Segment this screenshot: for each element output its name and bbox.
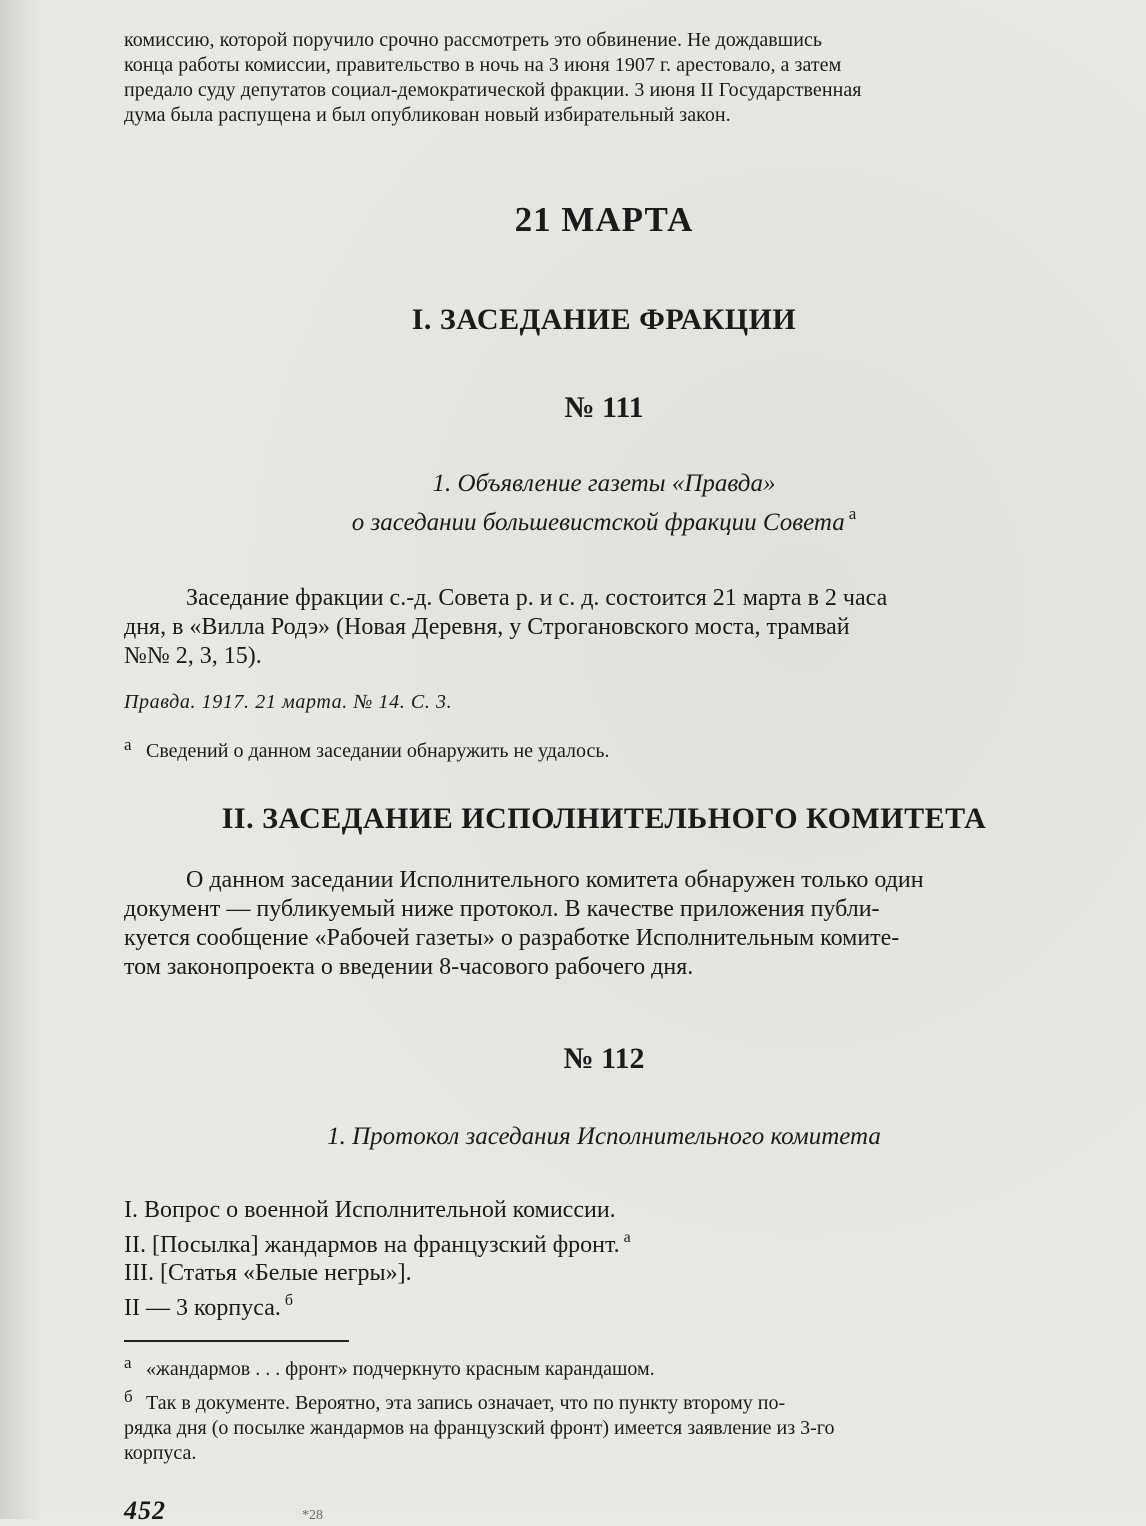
page-footer <box>124 1496 1084 1526</box>
agenda-item <box>124 1287 1084 1322</box>
announcement-paragraph <box>124 584 1084 671</box>
intro-line: дума была распущена и был опубликован новый избирательный закон. <box>124 104 731 126</box>
document-title-line: 1. Объявление газеты «Правда» <box>432 470 776 497</box>
document-title <box>124 469 1084 499</box>
footnote-mark: а <box>124 1353 132 1372</box>
footnote-reference: а <box>848 504 857 523</box>
announcement-line: №№ 2, 3, 15). <box>124 643 262 669</box>
committee-intro-line: О данном заседании Исполнительного комитета обнаружен только один <box>186 867 924 893</box>
document-number-111: № 111 <box>564 391 644 424</box>
document-number-112: № 112 <box>563 1042 645 1075</box>
agenda-item-text: II — 3 корпуса. <box>124 1295 281 1321</box>
footnote-text: «жандармов . . . фронт» подчеркнуто красным карандашом. <box>146 1358 655 1380</box>
footnotes-section <box>124 1350 1084 1466</box>
intro-paragraph <box>124 28 1084 128</box>
committee-intro-line: куется сообщение «Рабочей газеты» о разработке Исполнительным комите- <box>124 925 900 951</box>
announcement-line: дня, в «Вилла Родэ» (Новая Деревня, у Строгановского моста, трамвай <box>124 614 850 640</box>
footnote-divider <box>124 1340 349 1342</box>
agenda-item-text: II. [Посылка] жандармов на французский фронт. <box>124 1232 620 1258</box>
section-heading-faction: I. ЗАСЕДАНИЕ ФРАКЦИИ <box>411 303 797 336</box>
source-citation: Правда. 1917. 21 марта. № 14. С. 3. <box>124 691 453 713</box>
agenda-item <box>124 1224 1084 1259</box>
page-number: 452 <box>124 1496 166 1525</box>
scan-gutter-shadow <box>0 0 40 1519</box>
agenda-item <box>124 1259 1084 1287</box>
date-heading: 21 МАРТА <box>514 200 694 239</box>
footnote <box>124 1350 1084 1382</box>
committee-intro-line: том законопроекта о введении 8-часового рабочего дня. <box>124 954 694 980</box>
announcement-line: Заседание фракции с.-д. Совета р. и с. д. состоится 21 марта в 2 часа <box>186 585 888 611</box>
agenda-item-text: I. Вопрос о военной Исполнительной комиссии. <box>124 1197 616 1223</box>
agenda-item <box>124 1196 1084 1224</box>
committee-intro-line: документ — публикуемый ниже протокол. В качестве приложения публи- <box>124 896 880 922</box>
footnote-text: корпуса. <box>124 1442 197 1464</box>
text-block <box>124 28 1084 1526</box>
protocol-title: 1. Протокол заседания Исполнительного комитета <box>327 1123 881 1150</box>
agenda-list <box>124 1196 1084 1322</box>
intro-line: предало суду депутатов социал-демократической фракции. 3 июня II Государственная <box>124 79 862 101</box>
agenda-item-text: III. [Статья «Белые негры»]. <box>124 1260 412 1286</box>
committee-intro-paragraph <box>124 866 1084 982</box>
footnote-text: рядка дня (о посылке жандармов на французский фронт) имеется заявление из 3-го <box>124 1417 835 1439</box>
footnote-text: Так в документе. Вероятно, эта запись означает, что по пункту второму по- <box>146 1392 786 1414</box>
footnote-reference: б <box>284 1292 294 1309</box>
document-subtitle <box>124 499 1084 538</box>
footnote-text: Сведений о данном заседании обнаружить не удалось. <box>146 740 610 762</box>
footnote <box>124 732 1084 764</box>
printer-signature-mark: *28 <box>302 1508 323 1523</box>
footnote-mark: а <box>124 735 132 754</box>
document-title-line: о заседании большевистской фракции Совета <box>351 509 845 536</box>
intro-line: конца работы комиссии, правительство в ночь на 3 июня 1907 г. арестовало, а затем <box>124 54 842 76</box>
footnote-reference: а <box>623 1229 631 1246</box>
intro-line: комиссию, которой поручило срочно рассмотреть это обвинение. Не дождавшись <box>124 29 823 51</box>
footnote-mark: б <box>124 1387 133 1406</box>
section-heading-executive-committee: II. ЗАСЕДАНИЕ ИСПОЛНИТЕЛЬНОГО КОМИТЕТА <box>221 802 987 835</box>
footnote <box>124 1384 1084 1466</box>
